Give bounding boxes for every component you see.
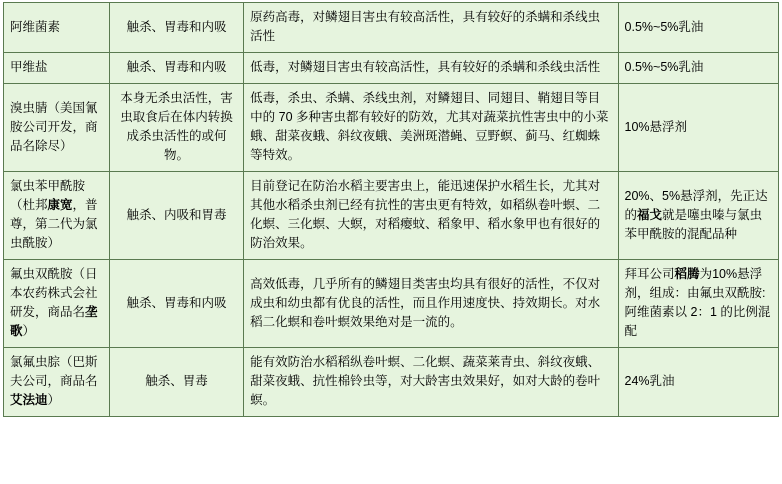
action-mode-text: 触杀、胃毒和内吸 [126, 19, 227, 34]
action-mode-text: 触杀、内吸和胃毒 [126, 207, 227, 222]
drug-name-text: 氯虫苯甲酰胺（杜邦康宽，普尊，第二代为氯虫酰胺） [10, 179, 98, 250]
cell-description [244, 53, 618, 84]
cell-drug-name [4, 172, 110, 260]
formulation-text: 20%、5%悬浮剂，先正达的福戈就是噻虫嗪与氯虫苯甲酰胺的混配品种 [624, 188, 768, 241]
action-mode-text: 触杀、胃毒和内吸 [126, 60, 227, 74]
formulation-text: 24%乳油 [624, 374, 675, 388]
cell-description [244, 3, 618, 53]
table-row [4, 348, 779, 417]
formulation-text: 10%悬浮剂 [624, 119, 688, 134]
formulation-text: 0.5%~5%乳油 [624, 60, 704, 74]
cell-action-mode [109, 84, 243, 172]
drug-name-text: 氟虫双酰胺（日本农药株式会社研发，商品名垄歌） [10, 267, 98, 338]
cell-formulation [618, 348, 778, 417]
description-text: 能有效防治水稻稻纵卷叶螟、二化螟、蔬菜莱青虫、斜纹夜蛾、甜菜夜蛾、抗性棉铃虫等，对大龄害虫效果好，如对大龄的卷叶螟。 [250, 355, 601, 407]
table-row [4, 172, 779, 260]
cell-action-mode [109, 53, 243, 84]
cell-formulation [618, 172, 778, 260]
cell-action-mode [109, 3, 243, 53]
table-body [4, 3, 779, 417]
action-mode-text: 触杀、胃毒 [145, 374, 208, 388]
cell-action-mode [109, 172, 243, 260]
drug-name-text: 氯氟虫腙（巴斯夫公司，商品名艾法迪） [10, 355, 98, 407]
description-text: 目前登记在防治水稻主要害虫上，能迅速保护水稻生长，尤其对其他水稻杀虫剂已经有抗性的害虫更有特效，如稻纵卷叶螟、二化螟、三化螟、大螟，对稻瘿蚊、稻象甲、稻水象甲也有很好的防治效果。 [250, 179, 601, 250]
table-row [4, 53, 779, 84]
cell-drug-name [4, 53, 110, 84]
formulation-text: 拜耳公司稻腾为10%悬浮剂，组成：由氟虫双酰胺:阿维菌素以 2：1 的比例混配 [624, 267, 771, 338]
action-mode-text: 本身无杀虫活性，害虫取食后在体内转换成杀虫活性的或何物。 [120, 91, 233, 162]
formulation-text: 0.5%~5%乳油 [624, 19, 704, 34]
pesticide-table [3, 2, 779, 417]
description-text: 低毒，杀虫、杀螨、杀线虫剂，对鳞翅目、同翅目、鞘翅目等目中的 70 多种害虫都有较好的防效，尤其对蔬菜抗性害虫中的小菜蛾、甜菜夜蛾、斜纹夜蛾、美洲斑潜蝇、豆野螟、蓟马、红蜘蛛等特效。 [250, 91, 609, 162]
cell-action-mode [109, 348, 243, 417]
cell-formulation [618, 53, 778, 84]
drug-name-text: 阿维菌素 [10, 19, 61, 34]
cell-action-mode [109, 260, 243, 348]
description-text: 高效低毒，几乎所有的鳞翅目类害虫均具有很好的活性，不仅对成虫和幼虫都有优良的活性，而且作用速度快、持效期长。对水稻二化螟和卷叶螟效果绝对是一流的。 [250, 276, 601, 329]
cell-drug-name [4, 348, 110, 417]
cell-drug-name [4, 84, 110, 172]
action-mode-text: 触杀、胃毒和内吸 [126, 295, 227, 310]
cell-formulation [618, 3, 778, 53]
table-row [4, 84, 779, 172]
cell-description [244, 84, 618, 172]
drug-name-text: 甲维盐 [10, 60, 48, 74]
document-table-container [0, 2, 782, 484]
cell-drug-name [4, 260, 110, 348]
cell-drug-name [4, 3, 110, 53]
description-text: 低毒，对鳞翅目害虫有较高活性，具有较好的杀螨和杀线虫活性 [250, 60, 601, 74]
drug-name-text: 溴虫腈（美国氰胺公司开发，商品名除尽） [10, 100, 98, 153]
table-row [4, 260, 779, 348]
cell-description [244, 348, 618, 417]
description-text: 原药高毒，对鳞翅目害虫有较高活性，具有较好的杀螨和杀线虫活性 [250, 10, 601, 43]
cell-formulation [618, 84, 778, 172]
table-row [4, 3, 779, 53]
cell-description [244, 260, 618, 348]
cell-description [244, 172, 618, 260]
cell-formulation [618, 260, 778, 348]
